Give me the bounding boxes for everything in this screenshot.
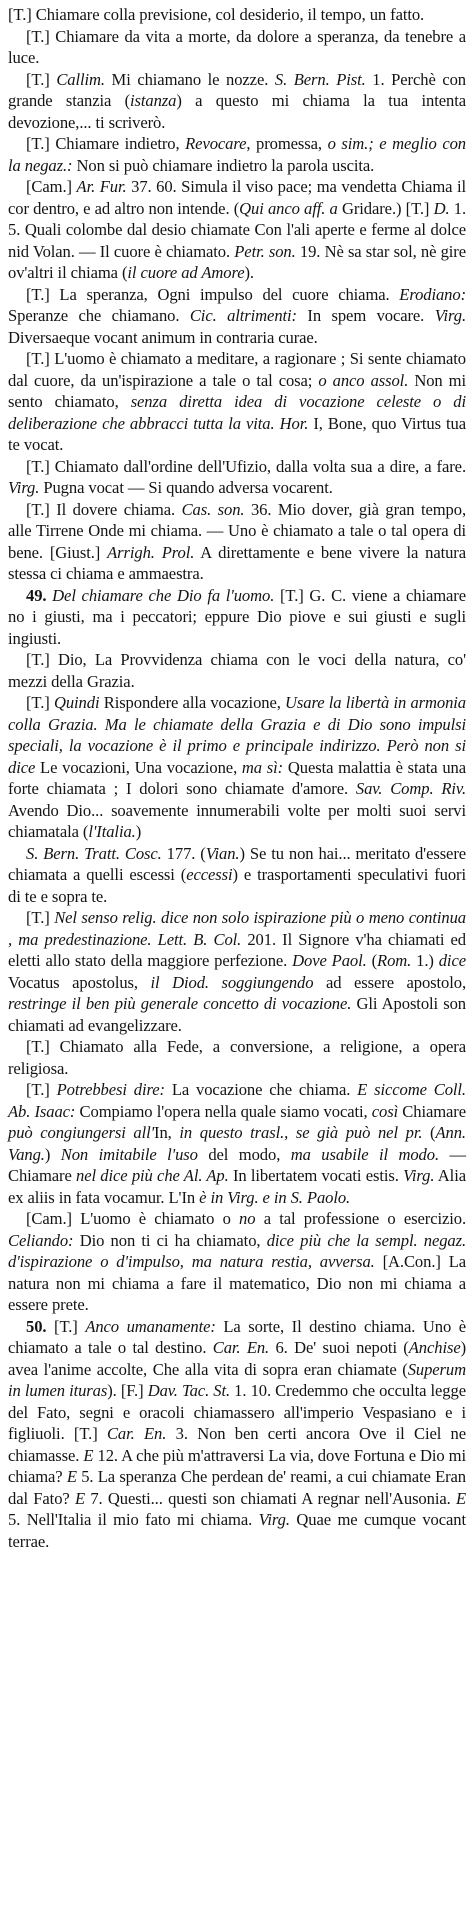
citation-text: Virg. [434, 306, 466, 325]
citation-text: Callim. [56, 69, 105, 89]
citation-text: Sav. Comp. Riv. [355, 779, 466, 798]
entry-text: ( [366, 951, 378, 970]
entry-text: ). [244, 263, 254, 282]
entry-paragraph [8, 456, 466, 499]
entry-text: ) a questo mi chiama la tua intenta devozione,... ti scriverò. [8, 91, 466, 132]
entry-text: , promessa, [246, 134, 328, 153]
entry-text: 7. Questi... questi son chiamati A regnar nell'Ausonia. [85, 1488, 456, 1508]
entry-text: La sorte, Il destino chiama. Uno è chiamato a tale o tal destino. [8, 1316, 467, 1357]
entry-text: [T.] L'uomo è chiamato a meditare, a ragionare ; Si sente chiamato dal cuore, da un'ispirazione a tale o tal cosa; [8, 349, 466, 390]
entry-text: La vocazione che chiama. [164, 1080, 358, 1099]
citation-text: Petr. son. [234, 241, 296, 261]
entry-text: 3. Non ben certi ancora Ove il Ciel ne chiamasse. [8, 1424, 467, 1465]
citation-text: così [371, 1101, 399, 1121]
entry-text: [T.] Chiamare indietro, [26, 134, 186, 153]
entry-text: In libertatem vocati estis. [228, 1166, 404, 1185]
entry-text: 201. Il Signore v'ha chiamati ed eletti allo stato della maggiore perfezione. [8, 929, 466, 970]
entry-paragraph [8, 907, 466, 1036]
entry-text: 5. La speranza Che perdean de' reami, a cui chiamate Eran dal Fato? [8, 1467, 467, 1508]
citation-text: ma sì: [241, 757, 284, 777]
entry-text: 1. Perchè con grande stanzia ( [8, 69, 466, 110]
citation-text: Car. En. [212, 1338, 270, 1357]
citation-text: restringe il ben più generale concetto di vocazione. [8, 994, 352, 1013]
citation-text: il Diod. soggiungendo [150, 972, 314, 992]
entry-paragraph [8, 348, 466, 456]
entry-paragraph [8, 585, 466, 650]
citation-text: Virg. [403, 1166, 435, 1185]
entry-text: [T.] [54, 1316, 86, 1336]
section-number: 49. [26, 585, 53, 605]
citation-text: Vian. [205, 843, 240, 863]
entry-text: ) avea l'anime accolte, Che alla vita di sopra eran chiamate ( [8, 1338, 467, 1379]
entry-text: Rispondere alla vocazione, [99, 693, 286, 712]
entry-text: [T.] [26, 693, 54, 712]
entry-text: [T.] Dio, La Provvidenza chiama con le voci della natura, co' mezzi della Grazia. [8, 650, 466, 691]
citation-text: Del chiamare che Dio fa l'uomo. [52, 585, 275, 605]
entry-text: 1. 5. Quali colombe dal desio chiamate Con l'ali aperte e ferme al dolce nid Volan. — Il cuore è chiamato. [8, 198, 467, 261]
citation-text: Revocare [185, 134, 247, 153]
citation-text: Nel senso relig. dice non solo ispirazione più o meno continua , ma predestinazione. Lett. B. Col. [8, 908, 466, 949]
entry-text: I, Bone, quo Virtus tua te vocat. [8, 413, 466, 454]
entry-text: [Cam.] L'uomo è chiamato o [26, 1209, 240, 1228]
entry-text: Alia ex aliis in fata vocamur. L'In [8, 1166, 466, 1207]
entry-paragraph [8, 1036, 466, 1079]
entry-paragraph [8, 133, 466, 176]
citation-text: in questo trasl., se già può nel pr. [179, 1123, 423, 1142]
citation-text: E [66, 1467, 77, 1486]
entry-text: del modo, [197, 1144, 291, 1164]
entry-text: Gli Apostoli son chiamati ad evangelizzare. [8, 994, 466, 1035]
citation-text: nel dice più che Al. Ap. [76, 1166, 229, 1185]
citation-text: senza diretta idea di vocazione celeste o di deliberazione che abbracci tutta la vita. Hor. [8, 392, 466, 433]
entry-text: 5. Nell'Italia il mio fato mi chiama. [8, 1510, 259, 1529]
entry-text: [T.] Chiamare colla previsione, col desiderio, il tempo, un fatto. [8, 5, 425, 24]
citation-text: Car. En. [106, 1424, 167, 1443]
entry-text: [T.] La speranza, Ogni impulso del cuore chiama. [26, 284, 400, 304]
citation-text: Ann. Vang. [8, 1123, 466, 1164]
entry-text: 36. Mio dover, già gran tempo, alle Tirrene Onde mi chiama. — Uno è chiamato a tale o tal opera di bene. [Giust.] [8, 499, 466, 562]
entry-text: [T.] [26, 908, 55, 927]
entry-paragraph [8, 692, 466, 843]
citation-text: il cuore ad Amore [127, 263, 245, 282]
citation-text: Erodiano: [399, 284, 466, 304]
entry-text: [T.] [26, 69, 57, 89]
entry-text: [T.] [26, 1080, 57, 1099]
entry-paragraph [8, 26, 466, 69]
entry-text: Le vocazioni, Una vocazione, [35, 757, 242, 777]
entry-text: [Cam.] [26, 177, 77, 196]
entry-text: Mi chiamano le nozze. [104, 69, 275, 89]
citation-text: S. Bern. Pist. [274, 69, 366, 89]
entry-text: ) Se tu non hai... meritato d'essere chiamata a quelli escessi ( [8, 843, 467, 884]
citation-text: E [455, 1488, 467, 1508]
entry-text: [T.] Chiamato dall'ordine dell'Ufizio, dalla volta sua a dire, a fare. [26, 456, 466, 476]
citation-text: Virg. [8, 478, 40, 497]
citation-text: E siccome Coll. Ab. Isaac: [8, 1080, 466, 1121]
citation-text: Anchise [408, 1338, 461, 1357]
citation-text: Potrebbesi dire: [56, 1080, 165, 1099]
citation-text: Rom. [377, 951, 412, 970]
citation-text: Usare la libertà in armonia colla Grazia. Ma le chiamate della Grazia e di Dio sono impulsi speciali, la vocazione è il primo e principale indirizzo. Però non si dice [8, 693, 466, 777]
citation-text: è in Virg. e in S. Paolo. [199, 1187, 351, 1207]
entry-text: 19. Nè sa star sol, nè gire ov'altri il chiama ( [8, 241, 466, 282]
entry-text: 6. De' suoi nepoti ( [269, 1338, 409, 1357]
entry-text: ad essere apostolo, [313, 972, 466, 992]
entry-paragraph [8, 649, 466, 692]
entry-text: Gridare.) [T.] [337, 198, 434, 218]
entry-paragraph [8, 1079, 466, 1208]
citation-text: Ar. Fur. [76, 177, 127, 196]
entry-text: Dio non ti ci ha chiamato, [73, 1230, 267, 1250]
citation-text: eccessi [186, 865, 233, 884]
entry-text: 37. 60. Simula il viso pace; ma vendetta Chiama il cor dentro, e ad altro non intende. ( [8, 177, 466, 218]
entry-text: Avendo Dio... soavemente innumerabili volte per molti suoi servi chiamatala ( [8, 800, 466, 841]
citation-text: Anco umanamente: [85, 1316, 216, 1336]
entry-paragraph [8, 1208, 466, 1316]
entry-paragraph [8, 843, 466, 908]
entry-text: [A.Con.] La natura non mi chiama a fare il matematico, Dio non mi chiama a essere prete. [8, 1252, 466, 1314]
citation-text: Superum in lumen ituras [8, 1359, 466, 1400]
entry-text: A direttamente e bene vivere la natura stessa ci chiama e ammaestra. [8, 542, 466, 583]
entry-text: Non si può chiamare indietro la parola uscita. [72, 155, 375, 175]
citation-text: Qui anco aff. a [239, 198, 338, 218]
citation-text: E [83, 1445, 94, 1465]
citation-text: Virg. [258, 1510, 290, 1529]
citation-text: dice [438, 951, 466, 970]
citation-text: dice più che la sempl. negaz. d'ispirazione o d'impulso, ma natura restia, avversa. [8, 1230, 467, 1271]
citation-text: può congiungersi all' [8, 1123, 155, 1142]
entry-text: Speranze che chiamano. [8, 306, 190, 325]
entry-text: Pugna vocat — Si quando adversa vocarent. [39, 478, 333, 497]
entry-paragraph [8, 4, 466, 26]
entry-text: Vocatus apostolus, [8, 972, 151, 992]
entry-text: ). [F.] [107, 1381, 148, 1400]
citation-text: Quindi [53, 693, 100, 712]
entry-text: 12. A che più m'attraversi La via, dove Fortuna e Dio mi chiama? [8, 1445, 466, 1486]
entry-paragraph [8, 284, 466, 349]
citation-text: o anco assol. [318, 370, 409, 390]
citation-text: E [74, 1488, 86, 1508]
citation-text: Non imitabile l'uso [60, 1144, 198, 1164]
entry-text: Chiamare [398, 1101, 466, 1121]
entry-text: 177. ( [161, 843, 206, 863]
entry-text: [T.] Chiamare da vita a morte, da dolore a speranza, da tenebre a luce. [8, 26, 466, 67]
citation-text: Dove Paol. [292, 951, 367, 970]
citation-text: Cic. altrimenti: [189, 306, 297, 325]
entry-text: a tal professione o esercizio. [255, 1209, 466, 1228]
citation-text: Celiando: [8, 1230, 74, 1250]
entry-paragraph [8, 499, 466, 585]
citation-text: o sim.; e meglio con la negaz.: [8, 134, 466, 175]
entry-text: ( [422, 1123, 436, 1142]
entry-text: [T.] Chiamato alla Fede, a conversione, a religione, a opera religiosa. [8, 1037, 466, 1078]
entry-text: 1. 10. Credemmo che occulta legge del Fato, segni e oracoli chiamassero all'imperio Vespasiano e i figliuoli. [T.] [8, 1381, 466, 1443]
citation-text: l'Italia. [88, 822, 136, 841]
citation-text: no [239, 1209, 256, 1228]
entry-text: [T.] G. C. viene a chiamare no i giusti, ma i peccatori; eppure Dio piove e sui giusti e sugli ingiusti. [8, 585, 466, 648]
section-number: 50. [26, 1316, 55, 1336]
citation-text: S. Bern. Tratt. Cosc. [26, 843, 162, 863]
entry-text: ) [44, 1144, 61, 1164]
citation-text: Cas. son. [181, 499, 245, 519]
citation-text: ma usabile il modo. [290, 1144, 440, 1164]
entry-paragraph [8, 176, 466, 284]
entry-paragraph [8, 1316, 466, 1553]
entry-text: [T.] Il dovere chiama. [26, 499, 182, 519]
entry-text: — Chiamare [8, 1144, 466, 1185]
entry-text: Non mi sento chiamato, [8, 370, 466, 411]
citation-text: D. [433, 198, 450, 218]
entry-text: 1.) [411, 951, 439, 970]
entry-text: Questa malattia è stata una forte chiamata ; I dolori sono chiamate d'amore. [8, 757, 466, 798]
entry-text: Diversaeque vocant animum in contraria curae. [8, 327, 318, 347]
entry-text: Quae me cumque vocant terrae. [8, 1510, 466, 1551]
entry-text: Compiamo l'opera nella quale siamo vocati, [75, 1101, 372, 1121]
citation-text: istanza [130, 91, 177, 110]
entry-text: ) e trasportamenti speculativi fuori di te e sopra te. [8, 865, 466, 906]
citation-text: Dav. Tac. St. [147, 1381, 231, 1400]
entry-paragraph [8, 69, 466, 134]
citation-text: Arrigh. Prol. [107, 542, 195, 562]
entry-text: ) [135, 822, 142, 841]
entry-text: In, [154, 1123, 180, 1142]
entry-text: In spem vocare. [296, 306, 435, 325]
